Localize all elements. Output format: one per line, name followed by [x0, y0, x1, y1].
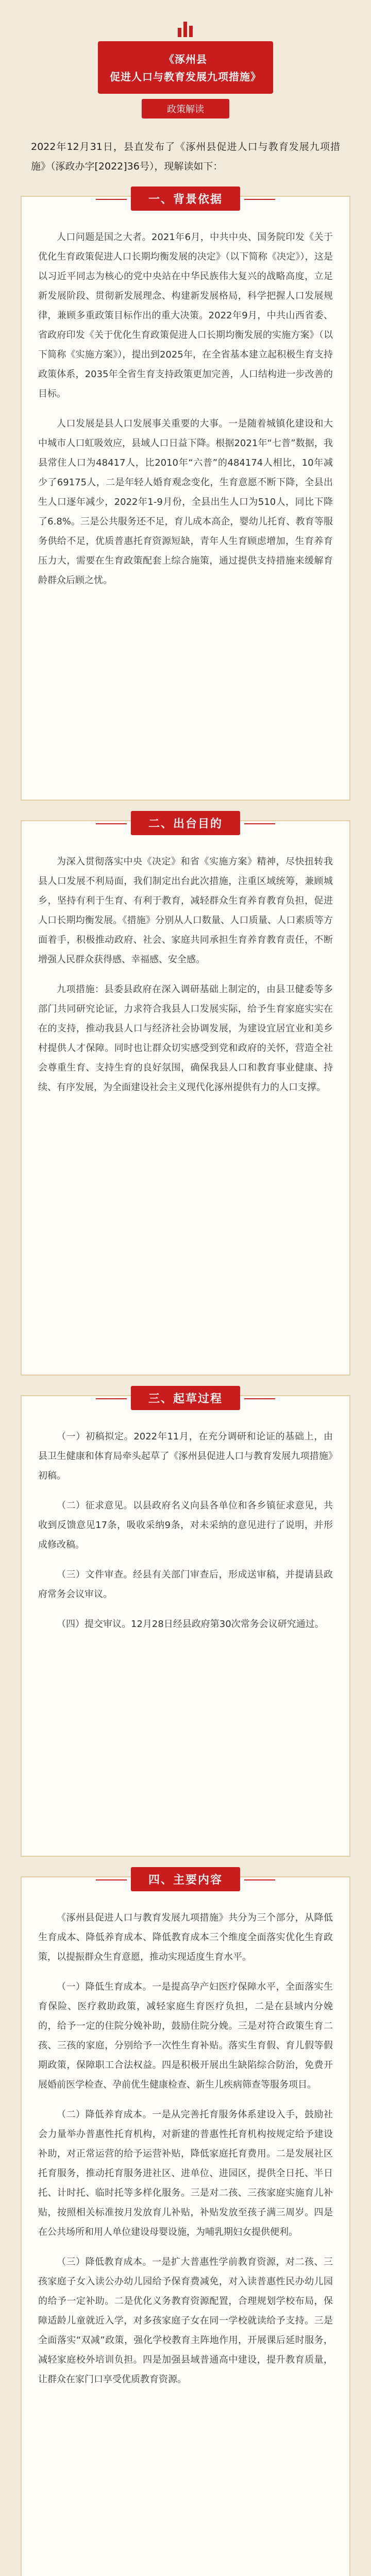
section-drafting-process	[21, 1395, 350, 1857]
section-title: 二、出台目的	[131, 811, 240, 835]
top-ornament	[0, 0, 371, 20]
section-purpose	[21, 820, 350, 1376]
section-paragraph: （二）降低养育成本。一是从完善托育服务体系建设入手，鼓励社会力量举办普惠性托育机构，对新建的普惠性托育机构按规定给予建设补助，对正常运营的给予运营补贴，降低家庭托育费用。二是发展社区托育服务，推动托育服务进社区、进单位、进园区，提供全日托、半日托、计时托、临时托等多样化服务。三是对二孩、三孩家庭实施育儿补贴，按照相关标准按月发放育儿补贴，补贴发放至孩子满三周岁。四是在公共场所和用人单位建设母婴设施，为哺乳期妇女提供便利。	[38, 2109, 333, 2238]
intro-paragraph: 2022年12月31日，县直发布了《涿州县促进人口与教育发展九项措施》（涿政办字[2022]36号），现解读如下：	[31, 141, 340, 172]
section-title: 一、背景依据	[131, 187, 240, 211]
section-title: 三、起草过程	[131, 1386, 240, 1410]
section-paragraph: 九项措施：县委县政府在深入调研基础上制定的，由县卫健委等多部门共同研究论证，力求符合我县人口发展实际，给予生育家庭实实在在的支持，推动我县人口与经济社会协调发展，为建设宜居宜业和美乡村提供人才保障。同时也让群众切实感受到党和政府的关怀，营造全社会尊重生育、支持生育的良好氛围，确保我县人口和教育事业健康、持续、有序发展，为全面建设社会主义现代化涿州提供有力的人口支撑。	[38, 984, 333, 1093]
banner-title-line2: 促进人口与教育发展九项措施》	[110, 71, 261, 83]
banner-title-line1: 《涿州县	[164, 53, 207, 65]
title-banner	[98, 20, 273, 118]
section-paragraph: （一）降低生育成本。一是提高孕产妇医疗保障水平，全面落实生育保险、医疗救助政策，减轻家庭生育医疗负担，二是在县域内分娩的，给予一定的住院分娩补助，鼓励住院分娩。三是对符合政策生育二孩、三孩的家庭，分别给予一次性生育补贴。落实生育假、育儿假等假期政策，保障职工合法权益。四是积极开展出生缺陷综合防治，免费开展婚前医学检查、孕前优生健康检查、新生儿疾病筛查等服务项目。	[38, 1981, 333, 2090]
section-title: 四、主要内容	[131, 1867, 240, 1891]
section-paragraph: （二）征求意见。以县政府名义向县各单位和各乡镇征求意见，共收到反馈意见17条，吸收采纳9条，对未采纳的意见进行了说明，并形成修改稿。	[38, 1500, 333, 1550]
section-paragraph: （三）降低教育成本。一是扩大普惠性学前教育资源，对二孩、三孩家庭子女入读公办幼儿园给予保育费减免，对入读普惠性民办幼儿园的给予一定补助。二是优化义务教育资源配置，合理规划学校布局，保障适龄儿童就近入学，对多孩家庭子女在同一学校就读给予支持。三是全面落实“双减”政策，强化学校教育主阵地作用，开展课后延时服务，减轻家庭校外培训负担。四是加强县域普通高中建设，提升教育质量，让群众在家门口享受优质教育资源。	[38, 2257, 333, 2385]
section-paragraph: 《涿州县促进人口与教育发展九项措施》共分为三个部分，从降低生育成本、降低养育成本、降低教育成本三个维度全面落实优化生育政策，以提振群众生育意愿，推动实现适度生育水平。	[38, 1912, 333, 1962]
section-paragraph: 人口问题是国之大者。2021年6月，中共中央、国务院印发《关于优化生育政策促进人口长期均衡发展的决定》（以下简称《决定》），这是以习近平同志为核心的党中央站在中华民族伟大复兴的战略高度，立足新发展阶段、贯彻新发展理念、构建新发展格局，科学把握人口发展规律，兼顾多重政策目标作出的重大决策。2022年9月，中共山西省委、省政府印发《关于优化生育政策促进人口长期均衡发展的实施方案》（以下简称《实施方案》），提出到2025年，在全省基本建立起积极生育支持政策体系，2035年全省生育支持政策更加完善，人口结构进一步改善的目标。	[38, 232, 333, 399]
section-paragraph: 人口发展是县人口发展事关重要的大事。一是随着城镇化建设和大中城市人口虹吸效应，县域人口日益下降。根据2021年“七普”数据，我县常住人口为48417人，比2010年“六普”的484174人相比，10年减少了69175人，二是年轻人婚育观念变化，生育意愿不断下降，全县出生人口逐年减少，2022年1-9月份，全县出生人口为510人，同比下降了6.8%。三是公共服务还不足，育儿成本高企，婴幼儿托育、教育等服务供给不足，优质普惠托育资源短缺，青年人生育顾虑增加，生育养育压力大，需要在生育政策配套上综合施策，通过提供支持措施来缓解育龄群众后顾之忧。	[38, 418, 333, 586]
section-background	[21, 193, 350, 801]
section-paragraph: （一）初稿拟定。2022年11月，在充分调研和论证的基础上，由县卫生健康和体育局牵头起草了《涿州县促进人口与教育发展九项措施》初稿。	[38, 1431, 333, 1481]
section-paragraph: （三）文件审查。经县有关部门审查后，形成送审稿，并提请县政府常务会议审议。	[38, 1569, 333, 1600]
section-paragraph: 为深入贯彻落实中央《决定》和省《实施方案》精神，尽快扭转我县人口发展不利局面，我们制定出台此次措施，注重区域统筹，兼顾城乡，坚持有利于生育、有利于教育，减轻群众生育养育教育负担，促进人口长期均衡发展。《措施》分别从人口数量、人口质量、人口素质等方面着手，积极推动政府、社会、家庭共同承担生育养育教育责任，不断增强人民群众获得感、幸福感、安全感。	[38, 856, 333, 965]
banner-title-box	[98, 41, 273, 94]
section-main-content	[21, 1876, 350, 2576]
chart-bars-icon	[177, 20, 194, 37]
banner-subtitle: 政策解读	[142, 99, 229, 118]
section-paragraph: （四）提交审议。12月28日经县政府第30次常务会议研究通过。	[57, 1619, 324, 1630]
